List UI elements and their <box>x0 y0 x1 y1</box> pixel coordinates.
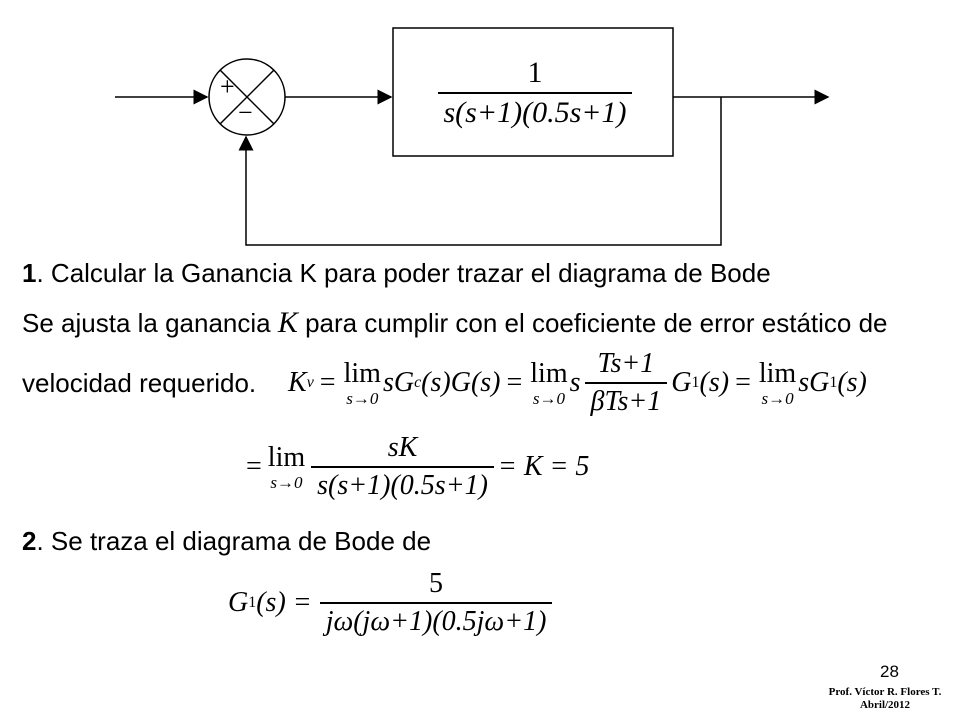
step1-number: 1 <box>22 258 37 288</box>
sum-plus-sign: + <box>220 72 235 101</box>
step1-heading <box>22 258 771 289</box>
equation-g1: G 1 (s) = $\frac{5}{j\omega(j\omega+1)(0.5j\omega+1)}$ <box>228 568 556 638</box>
step1-line1-post: para cumplir con el coeficiente de error estático de <box>297 308 888 338</box>
plant-transfer-function <box>430 56 640 130</box>
plant-numerator: 1 <box>527 56 543 89</box>
footer-credit <box>820 686 950 712</box>
equation-k: = lim s→0 $\frac{sK}{s(s+1)(0.5s+1)}$ = K = 5 <box>246 432 590 501</box>
plant-denominator: s(s+1)(0.5s+1) <box>438 92 633 130</box>
step2-title: . Se traza el diagrama de Bode de <box>36 526 432 556</box>
step1-line1 <box>22 306 888 340</box>
step1-line2: velocidad requerido. <box>22 368 257 398</box>
step2-heading <box>22 526 431 557</box>
step1-line1-var: K <box>277 306 298 339</box>
page-number: 28 <box>880 662 899 681</box>
footer-date: Abril/2012 <box>859 699 911 711</box>
step1-title: . Calcular la Ganancia K para poder trazar el diagrama de Bode <box>36 258 771 288</box>
footer-author: Prof. Víctor R. Flores T. <box>828 686 942 698</box>
equation-kv: K v = lim s→0 sG c (s)G(s) = lim s→0 s $\frac{Ts+1}{\text{βTs+1}}$ G 1 (s) = lim s→0 sG 1 (s) <box>288 348 867 417</box>
step1-line1-pre: Se ajusta la ganancia <box>22 308 278 338</box>
sum-minus-sign: − <box>238 98 253 127</box>
step2-number: 2 <box>22 526 37 556</box>
block-diagram <box>0 0 960 260</box>
